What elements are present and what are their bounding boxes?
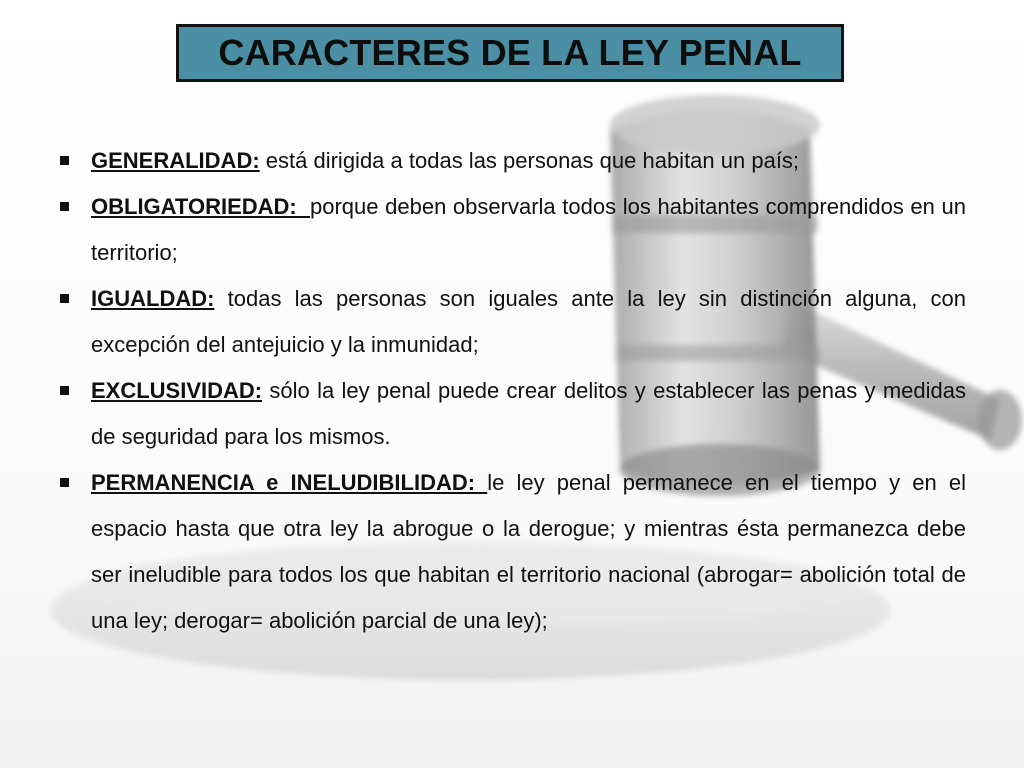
item-term: GENERALIDAD:: [91, 148, 260, 173]
item-text: está dirigida a todas las personas que habitan un país;: [259, 148, 800, 173]
title-box: [176, 24, 844, 82]
list-item-generalidad: [56, 138, 966, 184]
item-text: porque deben observarla todos los habitantes comprendidos en un territorio;: [91, 194, 967, 265]
item-term: IGUALDAD:: [91, 286, 215, 311]
item-text: le ley penal permanece en el tiempo y en el espacio hasta que otra ley la abrogue o la derogue; y mientras ésta permanezca debe ser ineludible para todos los que habitan el territorio nacional (abrogar= abolición total de una ley; derogar= abolición parcial de una ley);: [91, 470, 966, 633]
list-item-igualdad: [56, 276, 966, 368]
square-bullet-icon: [60, 386, 69, 395]
square-bullet-icon: [60, 478, 69, 487]
list-item-permanencia: [56, 460, 966, 644]
square-bullet-icon: [60, 294, 69, 303]
item-term: OBLIGATORIEDAD:: [91, 194, 310, 219]
list-item-obligatoriedad: [56, 184, 966, 276]
square-bullet-icon: [60, 202, 69, 211]
item-term: EXCLUSIVIDAD:: [91, 378, 263, 403]
item-term: PERMANENCIA e INELUDIBILIDAD:: [91, 470, 488, 495]
bullet-list: [56, 138, 966, 644]
item-text: todas las personas son iguales ante la ley sin distinción alguna, con excepción del antejuicio y la inmunidad;: [91, 286, 966, 357]
item-text: sólo la ley penal puede crear delitos y establecer las penas y medidas de seguridad para los mismos.: [91, 378, 966, 449]
list-item-exclusividad: [56, 368, 966, 460]
slide-title: CARACTERES DE LA LEY PENAL: [218, 32, 802, 73]
square-bullet-icon: [60, 156, 69, 165]
